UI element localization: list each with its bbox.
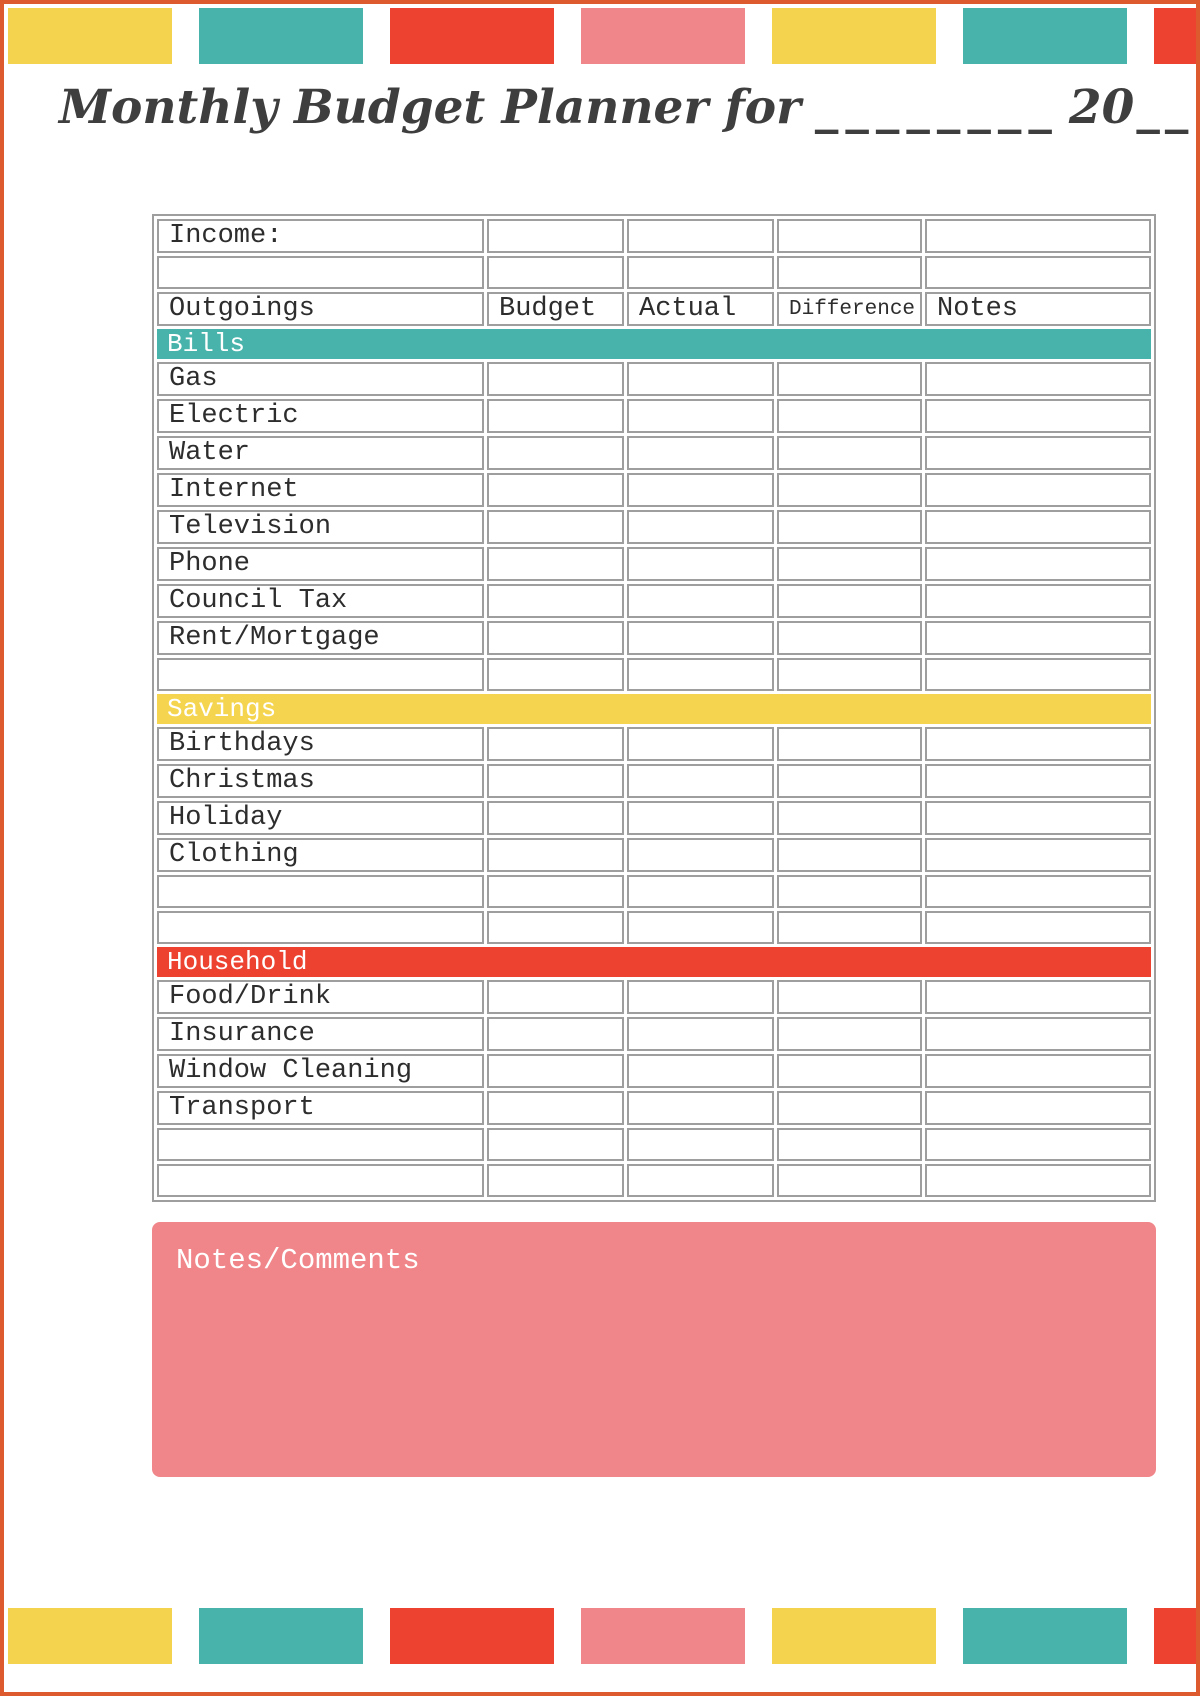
item-notes-cell[interactable] (925, 1091, 1151, 1125)
empty-cell[interactable] (157, 875, 484, 908)
empty-row (157, 875, 1151, 908)
decor-block-yellow (772, 1608, 936, 1664)
empty-cell[interactable] (157, 658, 484, 691)
empty-cell[interactable] (925, 1128, 1151, 1161)
item-actual-cell[interactable] (627, 1091, 774, 1125)
item-budget-cell[interactable] (487, 510, 624, 544)
item-actual-cell[interactable] (627, 436, 774, 470)
empty-cell[interactable] (925, 256, 1151, 289)
decor-block-salmon (581, 8, 745, 64)
item-label-cell: Food/Drink (157, 980, 484, 1014)
page-title (59, 80, 1194, 135)
item-notes-cell[interactable] (925, 764, 1151, 798)
section-bar-household (157, 947, 1151, 977)
item-notes-cell[interactable] (925, 980, 1151, 1014)
item-actual-cell[interactable] (627, 801, 774, 835)
item-notes-cell[interactable] (925, 1017, 1151, 1051)
header-outgoings: Outgoings (157, 292, 484, 326)
item-row (157, 801, 1151, 835)
item-notes-cell[interactable] (925, 838, 1151, 872)
section-label: Bills (167, 329, 246, 359)
item-label-cell: Phone (157, 547, 484, 581)
empty-cell[interactable] (487, 1164, 624, 1197)
item-row (157, 621, 1151, 655)
item-row (157, 362, 1151, 396)
item-actual-cell[interactable] (627, 473, 774, 507)
item-label-cell: Window Cleaning (157, 1054, 484, 1088)
income-notes-cell[interactable] (925, 219, 1151, 253)
item-notes-cell[interactable] (925, 362, 1151, 396)
header-budget: Budget (487, 292, 624, 326)
empty-cell[interactable] (627, 911, 774, 944)
empty-cell[interactable] (777, 1164, 922, 1197)
empty-cell[interactable] (487, 658, 624, 691)
item-difference-cell[interactable] (777, 1054, 922, 1088)
section-label: Household (167, 947, 308, 977)
item-actual-cell[interactable] (627, 584, 774, 618)
empty-row (157, 911, 1151, 944)
item-actual-cell[interactable] (627, 838, 774, 872)
decor-block-red (1154, 8, 1196, 64)
item-actual-cell[interactable] (627, 764, 774, 798)
decor-block-yellow (772, 8, 936, 64)
empty-cell[interactable] (925, 911, 1151, 944)
item-row (157, 510, 1151, 544)
header-difference: Difference (777, 292, 922, 326)
item-difference-cell[interactable] (777, 838, 922, 872)
item-row (157, 980, 1151, 1014)
empty-cell[interactable] (777, 911, 922, 944)
item-budget-cell[interactable] (487, 838, 624, 872)
item-actual-cell[interactable] (627, 547, 774, 581)
item-notes-cell[interactable] (925, 399, 1151, 433)
empty-cell[interactable] (157, 256, 484, 289)
item-actual-cell[interactable] (627, 621, 774, 655)
decor-block-red (390, 8, 554, 64)
empty-cell[interactable] (487, 256, 624, 289)
item-budget-cell[interactable] (487, 1054, 624, 1088)
decor-block-red (390, 1608, 554, 1664)
item-difference-cell[interactable] (777, 980, 922, 1014)
item-label-cell: Television (157, 510, 484, 544)
item-difference-cell[interactable] (777, 362, 922, 396)
item-actual-cell[interactable] (627, 362, 774, 396)
title-month-blank[interactable]: ________ (814, 80, 1059, 135)
item-row (157, 436, 1151, 470)
item-difference-cell[interactable] (777, 621, 922, 655)
item-difference-cell[interactable] (777, 584, 922, 618)
section-bar-row-savings (157, 694, 1151, 724)
item-difference-cell[interactable] (777, 1091, 922, 1125)
item-label-cell: Water (157, 436, 484, 470)
item-budget-cell[interactable] (487, 584, 624, 618)
title-year-blank[interactable]: __ (1136, 80, 1194, 135)
bottom-color-strip (8, 1608, 1196, 1664)
empty-cell[interactable] (487, 1128, 624, 1161)
item-label-cell: Gas (157, 362, 484, 396)
title-text: Monthly Budget Planner for (59, 80, 801, 135)
decor-block-yellow (8, 1608, 172, 1664)
empty-cell[interactable] (627, 875, 774, 908)
empty-row (157, 1164, 1151, 1197)
item-row (157, 838, 1151, 872)
item-row (157, 473, 1151, 507)
empty-cell[interactable] (487, 875, 624, 908)
notes-comments-label: Notes/Comments (176, 1244, 420, 1277)
item-difference-cell[interactable] (777, 1017, 922, 1051)
item-budget-cell[interactable] (487, 436, 624, 470)
decor-block-salmon (581, 1608, 745, 1664)
item-difference-cell[interactable] (777, 547, 922, 581)
empty-cell[interactable] (157, 1164, 484, 1197)
item-budget-cell[interactable] (487, 399, 624, 433)
empty-cell[interactable] (627, 658, 774, 691)
item-label-cell: Rent/Mortgage (157, 621, 484, 655)
item-label-cell: Electric (157, 399, 484, 433)
decor-block-teal (963, 8, 1127, 64)
column-header-row (157, 292, 1151, 326)
item-row (157, 1054, 1151, 1088)
item-row (157, 1091, 1151, 1125)
item-budget-cell[interactable] (487, 801, 624, 835)
decor-block-teal (199, 8, 363, 64)
item-row (157, 764, 1151, 798)
item-label-cell: Christmas (157, 764, 484, 798)
empty-cell[interactable] (777, 875, 922, 908)
item-label-cell: Transport (157, 1091, 484, 1125)
item-actual-cell[interactable] (627, 727, 774, 761)
notes-comments-box[interactable] (152, 1222, 1156, 1477)
top-color-strip (8, 8, 1196, 64)
item-notes-cell[interactable] (925, 727, 1151, 761)
item-budget-cell[interactable] (487, 547, 624, 581)
item-actual-cell[interactable] (627, 399, 774, 433)
budget-table-body (157, 219, 1151, 1197)
item-budget-cell[interactable] (487, 1091, 624, 1125)
item-budget-cell[interactable] (487, 473, 624, 507)
item-notes-cell[interactable] (925, 547, 1151, 581)
item-difference-cell[interactable] (777, 764, 922, 798)
item-row (157, 547, 1151, 581)
item-actual-cell[interactable] (627, 1054, 774, 1088)
item-label-cell: Clothing (157, 838, 484, 872)
item-label-cell: Council Tax (157, 584, 484, 618)
item-label-cell: Birthdays (157, 727, 484, 761)
income-actual-cell[interactable] (627, 219, 774, 253)
empty-cell[interactable] (627, 1128, 774, 1161)
item-row (157, 727, 1151, 761)
header-notes: Notes (925, 292, 1151, 326)
budget-table-wrapper (152, 214, 1156, 1202)
income-label-cell: Income: (157, 219, 484, 253)
item-actual-cell[interactable] (627, 1017, 774, 1051)
empty-cell[interactable] (777, 1128, 922, 1161)
item-budget-cell[interactable] (487, 362, 624, 396)
decor-block-teal (963, 1608, 1127, 1664)
income-difference-cell[interactable] (777, 219, 922, 253)
item-actual-cell[interactable] (627, 510, 774, 544)
item-label-cell: Holiday (157, 801, 484, 835)
item-budget-cell[interactable] (487, 1017, 624, 1051)
item-budget-cell[interactable] (487, 727, 624, 761)
empty-cell[interactable] (925, 1164, 1151, 1197)
item-label-cell: Insurance (157, 1017, 484, 1051)
item-label-cell: Internet (157, 473, 484, 507)
section-label: Savings (167, 694, 277, 724)
budget-table (154, 216, 1154, 1200)
decor-block-yellow (8, 8, 172, 64)
income-budget-cell[interactable] (487, 219, 624, 253)
item-difference-cell[interactable] (777, 436, 922, 470)
title-year-prefix: 20 (1068, 80, 1135, 135)
empty-cell[interactable] (627, 256, 774, 289)
item-notes-cell[interactable] (925, 584, 1151, 618)
item-row (157, 1017, 1151, 1051)
empty-cell[interactable] (777, 256, 922, 289)
item-notes-cell[interactable] (925, 621, 1151, 655)
income-extra-row (157, 256, 1151, 289)
item-row (157, 584, 1151, 618)
empty-cell[interactable] (157, 1128, 484, 1161)
empty-cell[interactable] (925, 875, 1151, 908)
item-notes-cell[interactable] (925, 1054, 1151, 1088)
income-row (157, 219, 1151, 253)
item-notes-cell[interactable] (925, 473, 1151, 507)
item-actual-cell[interactable] (627, 980, 774, 1014)
section-bar-row-household (157, 947, 1151, 977)
empty-row (157, 1128, 1151, 1161)
empty-cell[interactable] (777, 658, 922, 691)
item-difference-cell[interactable] (777, 399, 922, 433)
section-bar-savings (157, 694, 1151, 724)
item-budget-cell[interactable] (487, 621, 624, 655)
decor-block-red (1154, 1608, 1196, 1664)
item-notes-cell[interactable] (925, 510, 1151, 544)
section-bar-bills (157, 329, 1151, 359)
decor-block-teal (199, 1608, 363, 1664)
item-budget-cell[interactable] (487, 980, 624, 1014)
item-notes-cell[interactable] (925, 436, 1151, 470)
empty-row (157, 658, 1151, 691)
empty-cell[interactable] (487, 911, 624, 944)
item-difference-cell[interactable] (777, 510, 922, 544)
header-actual: Actual (627, 292, 774, 326)
item-difference-cell[interactable] (777, 473, 922, 507)
planner-content (152, 214, 1156, 1477)
section-bar-row-bills (157, 329, 1151, 359)
empty-cell[interactable] (157, 911, 484, 944)
item-difference-cell[interactable] (777, 801, 922, 835)
item-budget-cell[interactable] (487, 764, 624, 798)
empty-cell[interactable] (627, 1164, 774, 1197)
item-difference-cell[interactable] (777, 727, 922, 761)
item-row (157, 399, 1151, 433)
item-notes-cell[interactable] (925, 801, 1151, 835)
empty-cell[interactable] (925, 658, 1151, 691)
